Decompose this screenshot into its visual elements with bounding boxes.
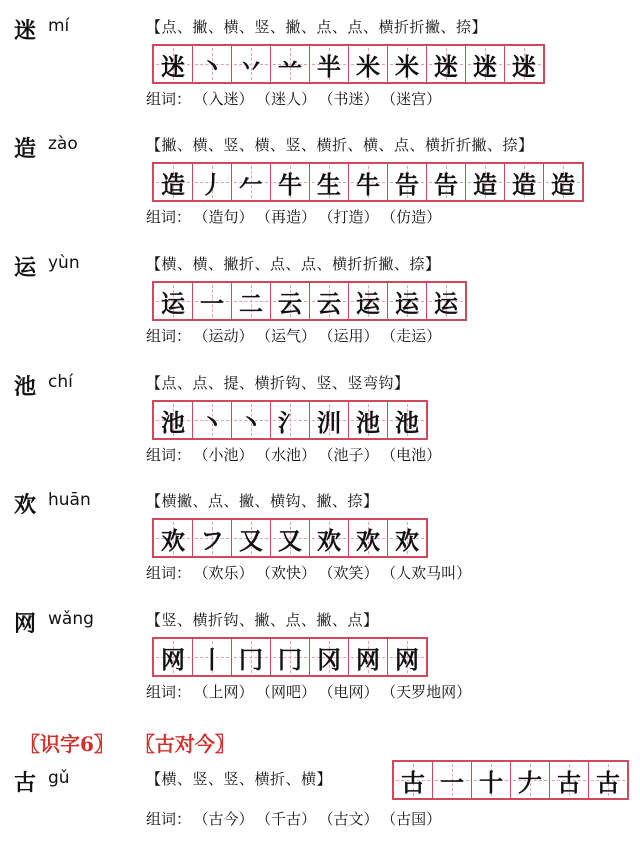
entry-pinyin: gǔ	[48, 768, 70, 788]
stroke-cell	[154, 164, 193, 200]
stroke-glyph: 半	[317, 52, 341, 81]
stroke-cell	[154, 283, 193, 319]
stroke-glyph: 氵	[278, 408, 302, 437]
word-item: （电池）	[388, 446, 442, 464]
stroke-glyph: 迷	[161, 52, 185, 81]
entry-pinyin: chí	[48, 372, 73, 392]
stroke-cell	[193, 402, 232, 438]
stroke-glyph: 运	[434, 289, 458, 318]
stroke-grid	[152, 518, 428, 558]
entry-character: 迷	[14, 19, 37, 44]
stroke-cell	[310, 164, 349, 200]
stroke-glyph: 网	[356, 645, 380, 674]
word-label: 组词：	[146, 810, 192, 828]
stroke-cell	[433, 762, 472, 798]
word-item: （电网）	[326, 683, 379, 701]
stroke-glyph: 二	[239, 289, 263, 318]
stroke-cell	[232, 639, 271, 675]
stroke-cell	[505, 46, 543, 82]
stroke-cell	[310, 402, 349, 438]
word-item: （欢快）	[263, 564, 317, 582]
stroke-glyph: 欢	[161, 526, 185, 555]
stroke-glyph: 十	[479, 768, 503, 797]
stroke-glyph: 迷	[512, 52, 536, 81]
stroke-grid	[152, 637, 428, 677]
stroke-glyph: 迷	[434, 52, 458, 81]
stroke-cell	[427, 164, 466, 200]
stroke-glyph: 䒑	[278, 52, 302, 81]
stroke-glyph: 生	[317, 170, 341, 199]
word-item: （再造）	[263, 208, 317, 226]
word-item: （运用）	[326, 327, 379, 345]
entry-character: 古	[14, 771, 37, 796]
stroke-cell	[271, 283, 310, 319]
stroke-glyph: 池	[395, 408, 419, 437]
stroke-glyph: 造	[551, 170, 575, 199]
stroke-cell	[349, 46, 388, 82]
stroke-glyph: 𠂉	[239, 170, 263, 199]
stroke-glyph: フ	[200, 526, 224, 555]
stroke-cell	[232, 283, 271, 319]
stroke-grid	[392, 760, 629, 800]
stroke-glyph: 丿	[200, 170, 224, 199]
stroke-cell	[544, 164, 582, 200]
word-label: 组词：	[146, 683, 192, 701]
stroke-glyph: 米	[356, 52, 380, 81]
lesson-number: 〖识字6〗	[20, 732, 114, 756]
stroke-cell	[427, 46, 466, 82]
word-label: 组词：	[146, 564, 192, 582]
stroke-cell	[232, 164, 271, 200]
stroke-glyph: 池	[356, 408, 380, 437]
word-item: （池子）	[326, 446, 379, 464]
stroke-glyph: 告	[395, 170, 419, 199]
stroke-glyph: 造	[473, 170, 497, 199]
word-list	[146, 681, 471, 702]
entry-character: 网	[14, 612, 37, 637]
word-item: （运动）	[201, 327, 254, 345]
stroke-order: 【竖、横折钩、撇、点、撇、点】	[146, 611, 379, 629]
stroke-glyph: 丶	[239, 408, 263, 437]
word-item: （千古）	[263, 810, 317, 828]
stroke-cell	[193, 639, 232, 675]
stroke-cell	[271, 639, 310, 675]
stroke-grid	[152, 162, 584, 202]
word-item: （古文）	[326, 810, 379, 828]
stroke-glyph: 网	[395, 645, 419, 674]
stroke-cell	[349, 164, 388, 200]
stroke-order: 【横、横、撇折、点、点、横折折撇、捺】	[146, 255, 441, 273]
word-item: （古国）	[388, 810, 442, 828]
stroke-cell	[472, 762, 511, 798]
stroke-glyph: 丷	[239, 52, 263, 81]
stroke-cell	[154, 520, 193, 556]
stroke-glyph: 丶	[200, 408, 224, 437]
stroke-order: 【撇、横、竖、横、竖、横折、横、点、横折折撇、捺】	[146, 136, 534, 154]
stroke-cell	[349, 520, 388, 556]
entry-character: 造	[14, 137, 37, 162]
word-label: 组词：	[146, 446, 192, 464]
stroke-glyph: 冂	[239, 645, 263, 674]
word-list	[146, 444, 441, 465]
stroke-grid	[152, 44, 545, 84]
stroke-glyph: 运	[356, 289, 380, 318]
stroke-glyph: 丶	[200, 52, 224, 81]
stroke-order: 【横、竖、竖、横折、横】	[146, 770, 333, 788]
stroke-glyph: 牛	[356, 170, 380, 199]
stroke-order: 【横撇、点、撇、横钩、撇、捺】	[146, 492, 379, 510]
entry-pinyin: zào	[48, 134, 78, 154]
stroke-glyph: 古	[401, 768, 425, 797]
stroke-cell	[388, 46, 427, 82]
word-item: （人欢马叫）	[388, 564, 472, 582]
stroke-cell	[193, 46, 232, 82]
stroke-cell	[511, 762, 550, 798]
word-item: （入迷）	[201, 90, 254, 108]
stroke-cell	[466, 46, 505, 82]
stroke-cell	[232, 520, 271, 556]
stroke-glyph: 又	[278, 526, 302, 555]
stroke-cell	[154, 402, 193, 438]
section-heading	[20, 728, 249, 757]
entry-character: 欢	[14, 493, 37, 518]
stroke-glyph: 𠂇	[518, 768, 542, 797]
word-item: （网吧）	[263, 683, 317, 701]
word-item: （仿造）	[388, 208, 442, 226]
stroke-cell	[349, 402, 388, 438]
entry-character: 池	[14, 375, 37, 400]
stroke-cell	[310, 520, 349, 556]
stroke-glyph: 运	[161, 289, 185, 318]
stroke-glyph: 古	[557, 768, 581, 797]
stroke-glyph: 池	[161, 408, 185, 437]
stroke-cell	[310, 639, 349, 675]
stroke-cell	[505, 164, 544, 200]
word-item: （打造）	[326, 208, 379, 226]
entry-pinyin: mí	[48, 16, 70, 36]
stroke-cell	[466, 164, 505, 200]
stroke-glyph: 迷	[473, 52, 497, 81]
stroke-glyph: 网	[161, 645, 185, 674]
stroke-glyph: 云	[278, 289, 302, 318]
stroke-cell	[394, 762, 433, 798]
stroke-glyph: 汌	[317, 408, 341, 437]
entry-pinyin: wǎng	[48, 609, 94, 629]
stroke-order: 【点、点、提、横折钩、竖、竖弯钩】	[146, 374, 410, 392]
stroke-cell	[193, 520, 232, 556]
word-item: （天罗地网）	[388, 683, 472, 701]
word-item: （上网）	[201, 683, 254, 701]
stroke-glyph: 欢	[317, 526, 341, 555]
stroke-grid	[152, 400, 428, 440]
word-list	[146, 325, 441, 346]
stroke-glyph: 告	[434, 170, 458, 199]
word-list	[146, 206, 441, 227]
stroke-cell	[193, 283, 232, 319]
stroke-glyph: 冂	[278, 645, 302, 674]
word-item: （欢乐）	[201, 564, 254, 582]
stroke-cell	[349, 639, 388, 675]
stroke-cell	[388, 520, 426, 556]
stroke-cell	[271, 164, 310, 200]
stroke-cell	[589, 762, 627, 798]
stroke-glyph: 运	[395, 289, 419, 318]
stroke-glyph: 一	[200, 289, 224, 318]
stroke-glyph: 欢	[395, 526, 419, 555]
stroke-glyph: 一	[440, 768, 464, 797]
stroke-glyph: 冈	[317, 645, 341, 674]
stroke-cell	[388, 283, 427, 319]
stroke-cell	[388, 402, 426, 438]
stroke-cell	[271, 402, 310, 438]
stroke-order: 【点、撇、横、竖、撇、点、点、横折折撇、捺】	[146, 18, 488, 36]
word-item: （运气）	[263, 327, 317, 345]
stroke-cell	[550, 762, 589, 798]
word-item: （古今）	[201, 810, 254, 828]
stroke-cell	[427, 283, 465, 319]
word-item: （走运）	[388, 327, 442, 345]
stroke-cell	[388, 164, 427, 200]
entry-pinyin: huān	[48, 490, 91, 510]
stroke-cell	[232, 402, 271, 438]
stroke-cell	[271, 46, 310, 82]
word-item: （迷宫）	[388, 90, 442, 108]
word-list	[146, 562, 471, 583]
stroke-cell	[310, 46, 349, 82]
stroke-glyph: 丨	[200, 645, 224, 674]
stroke-cell	[349, 283, 388, 319]
stroke-cell	[388, 639, 426, 675]
word-item: （小池）	[201, 446, 254, 464]
word-item: （迷人）	[263, 90, 317, 108]
stroke-cell	[193, 164, 232, 200]
word-item: （书迷）	[326, 90, 379, 108]
stroke-glyph: 米	[395, 52, 419, 81]
word-item: （水池）	[263, 446, 317, 464]
stroke-grid	[152, 281, 467, 321]
word-list	[146, 808, 441, 829]
stroke-glyph: 古	[596, 768, 620, 797]
stroke-glyph: 造	[161, 170, 185, 199]
word-label: 组词：	[146, 90, 192, 108]
stroke-cell	[232, 46, 271, 82]
stroke-glyph: 又	[239, 526, 263, 555]
stroke-cell	[154, 46, 193, 82]
entry-character: 运	[14, 256, 37, 281]
word-list	[146, 88, 441, 109]
lesson-title: 〖古对今〗	[134, 732, 235, 756]
word-label: 组词：	[146, 208, 192, 226]
entry-pinyin: yùn	[48, 253, 80, 273]
stroke-glyph: 造	[512, 170, 536, 199]
word-item: （欢笑）	[326, 564, 379, 582]
word-item: （造句）	[201, 208, 254, 226]
word-label: 组词：	[146, 327, 192, 345]
stroke-cell	[310, 283, 349, 319]
stroke-glyph: 牛	[278, 170, 302, 199]
stroke-cell	[271, 520, 310, 556]
stroke-cell	[154, 639, 193, 675]
stroke-glyph: 欢	[356, 526, 380, 555]
stroke-glyph: 云	[317, 289, 341, 318]
